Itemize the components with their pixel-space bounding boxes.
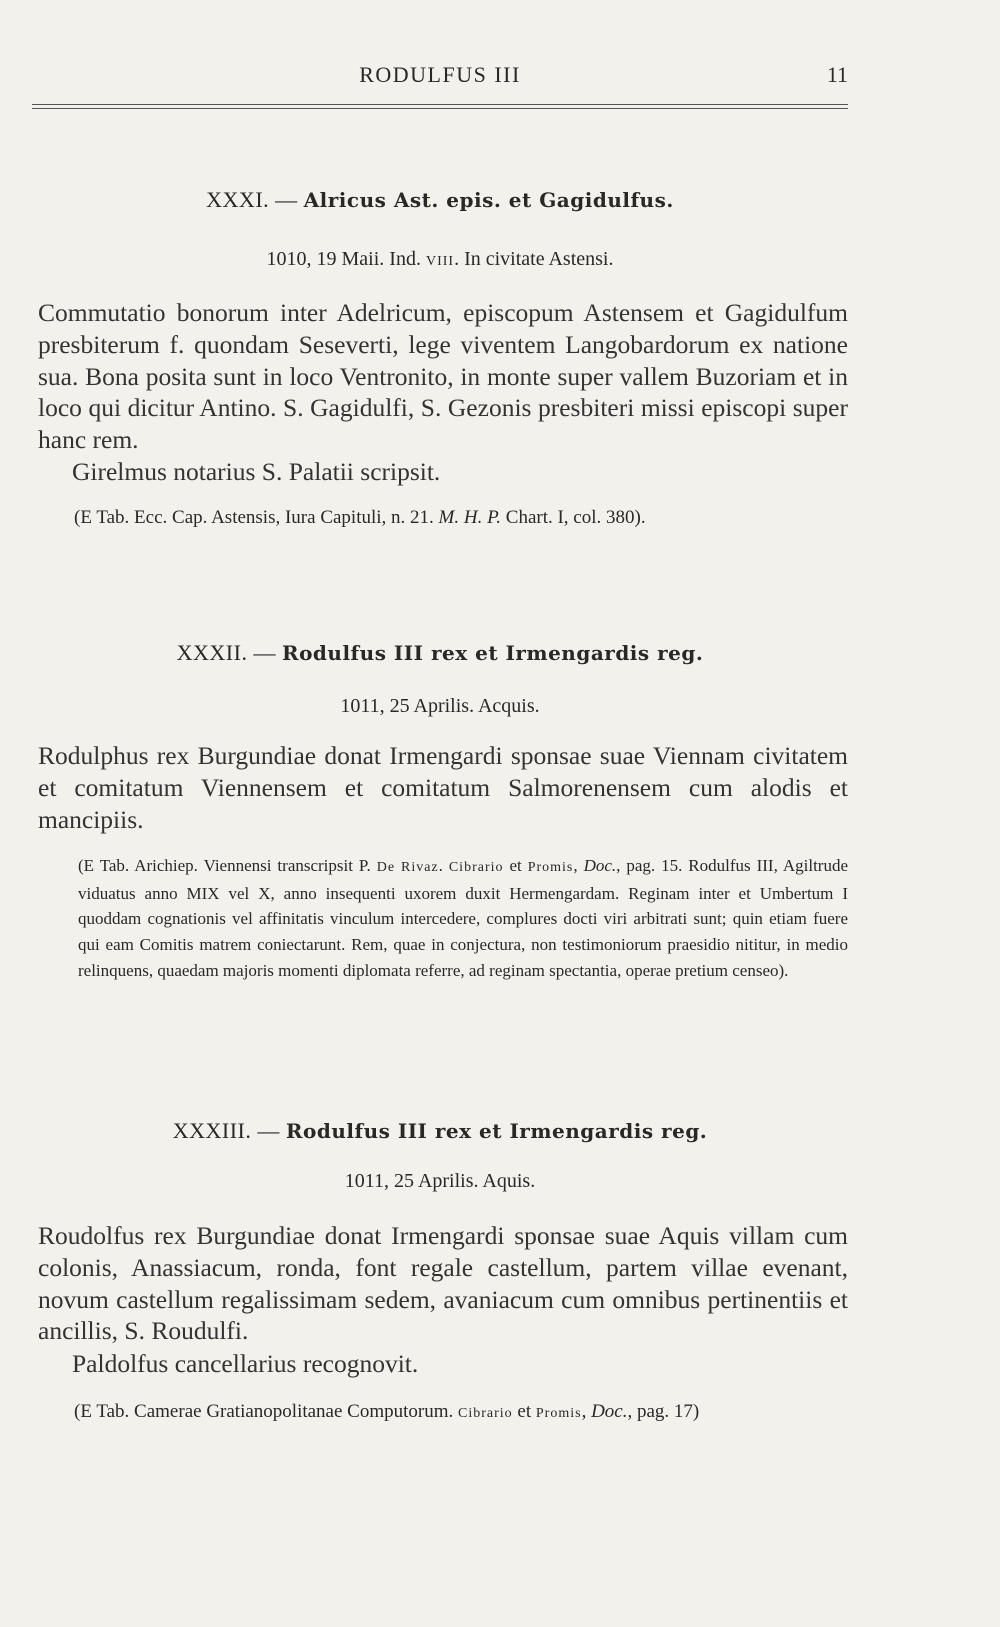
note-author: Rivaz	[400, 860, 439, 875]
place-text: . In civitate Astensi.	[454, 248, 614, 270]
source-author: Cibrario	[458, 1406, 513, 1421]
entry-date-xxxii: 1011, 25 Aprilis. Acquis.	[340, 695, 540, 717]
note-author: Promis	[527, 860, 574, 875]
source-part: et	[517, 1401, 532, 1422]
entry-heading-xxxi: XXXI. — Alricus Ast. epis. et Gagidulfus.	[206, 187, 674, 212]
entry-subscription-xxxiii: Paldolfus cancellarius recognovit.	[72, 1349, 419, 1378]
note-author: De	[376, 860, 396, 875]
header-rule-lower	[32, 108, 848, 109]
note-work: Doc.	[583, 856, 617, 875]
source-part: , pag. 17)	[627, 1401, 700, 1422]
entry-heading-xxxiii: XXXIII. — Rodulfus III rex et Irmengardis reg.	[172, 1118, 708, 1143]
entry-source-xxxi	[74, 504, 848, 531]
entry-source-xxxiii	[74, 1398, 848, 1427]
note-author: Cibrario	[448, 860, 504, 875]
note-part: .	[438, 856, 443, 875]
entry-date-xxxiii: 1011, 25 Aprilis. Aquis.	[344, 1170, 536, 1192]
note-part: (E Tab. Arichiep. Viennensi transcripsit P.	[78, 856, 371, 875]
running-title: RODULFUS III	[359, 62, 521, 87]
source-siglum: M. H. P.	[438, 507, 502, 528]
entry-title: Rodulfus III rex et Irmengardis reg.	[285, 1119, 708, 1143]
entry-title: Alricus Ast. epis. et Gagidulfus.	[303, 188, 674, 212]
entry-date-xxxi	[32, 248, 848, 271]
entry-summary-xxxi: Commutatio bonorum inter Adelricum, episcopum Astensem et Gagidulfum presbiterum f. quondam Seseverti, lege viventem Langobardorum ex natione sua. Bona posita sunt in loco Ventronito, in monte super vallem Buzoriam et in loco qui dicitur Antino. S. Gagidulfi, S. Gezonis presbiteri missi episcopi super hanc rem.	[38, 298, 848, 455]
entry-summary-xxxii: Rodulphus rex Burgundiae donat Irmengardi sponsae suae Viennam civitatem et comitatum Viennensem et comitatum Salmorenensem cum alodis et mancipiis.	[38, 741, 848, 834]
entry-heading-xxxii: XXXII. — Rodulfus III rex et Irmengardis reg.	[176, 640, 704, 665]
page-number: 11	[826, 62, 848, 87]
note-part: , pag. 15. Rodulfus III, Agiltrude viduatus anno MIX vel X, anno insequenti uxorem duxit Hermengardam. Reginam inter et Umbertum I quoddam cognationis vel affinitatis vinculum intercedere, complures docti viri arbitrati sunt; quin etiam fuere qui eam Comitis matrem coniectarunt. Rem, quae in conjectura, non testimoniorum praesidio nititur, in medio relinquens, quaedam majoris momenti diplomata referre, ad reginam spectantia, operae pretium censeo).	[78, 856, 848, 980]
entry-subscription-xxxi: Girelmus notarius S. Palatii scripsit.	[72, 457, 441, 486]
entry-note-xxxii	[78, 853, 848, 984]
entry-number: XXXI.	[206, 187, 270, 212]
running-header	[32, 62, 848, 102]
date-text: 1010, 19 Maii. Ind.	[266, 248, 421, 270]
entry-title: Rodulfus III rex et Irmengardis reg.	[281, 641, 704, 665]
source-work: Doc.	[591, 1401, 628, 1422]
note-part: et	[509, 856, 522, 875]
header-rule-upper	[32, 104, 848, 105]
source-author: Promis	[535, 1406, 582, 1421]
entry-summary-xxxiii: Roudolfus rex Burgundiae donat Irmengardi sponsae suae Aquis villam cum colonis, Anassiacum, ronda, font regale castellum, partem villae evenant, novum castellum regalissimam sedem, avaniacum cum omnibus pertinentiis et ancillis, S. Roudulfi.	[38, 1221, 848, 1346]
source-part: ,	[581, 1401, 587, 1422]
source-part: Chart. I, col. 380).	[505, 507, 646, 528]
source-part: (E Tab. Ecc. Cap. Astensis, Iura Capituli, n. 21.	[74, 507, 434, 528]
entry-number: XXXIII.	[172, 1118, 252, 1143]
source-part: (E Tab. Camerae Gratianopolitanae Computorum.	[74, 1401, 454, 1422]
note-part: ,	[573, 856, 578, 875]
entry-number: XXXII.	[176, 640, 248, 665]
indiction: VIII	[425, 254, 455, 269]
